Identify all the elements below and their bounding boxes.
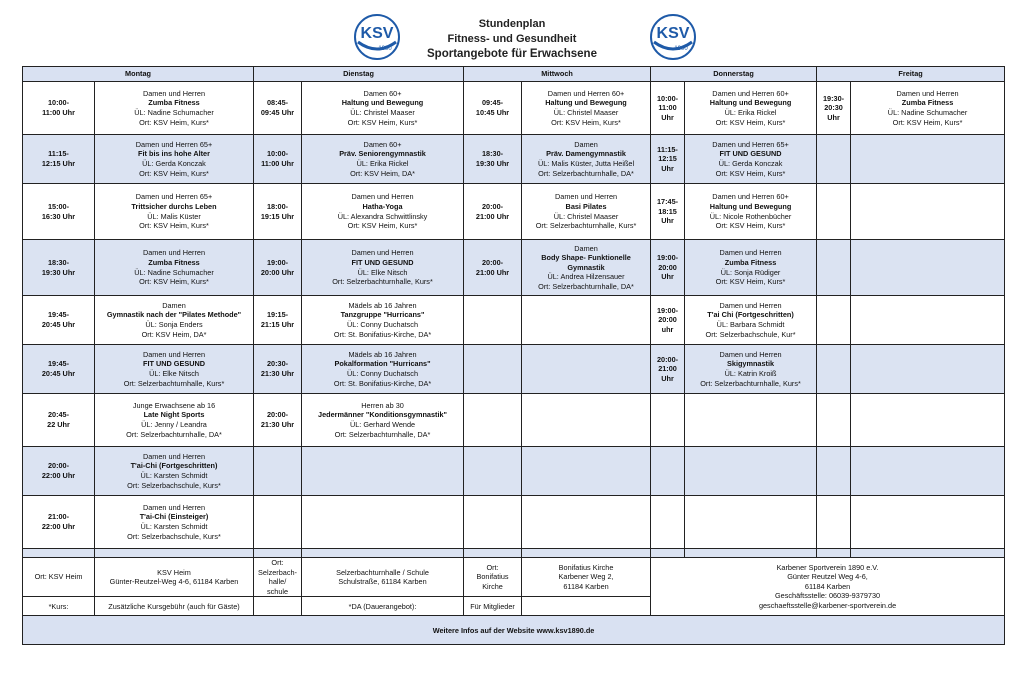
course-location: Ort: KSV Heim, Kurs*	[139, 168, 209, 178]
time-cell: 19:00- 20:00 uhr	[651, 296, 685, 345]
course-name: T'ai-Chi (Fortgeschritten)	[130, 461, 218, 471]
course-cell	[851, 296, 1005, 345]
svg-text:1890: 1890	[674, 46, 688, 52]
course-cell	[95, 296, 254, 345]
time-cell	[817, 184, 851, 240]
svg-text:KSV: KSV	[656, 25, 690, 42]
course-cell	[95, 447, 254, 496]
course-cell	[302, 394, 464, 447]
location-address-ksv: KSV Heim Günter-Reutzel-Weg 4-6, 61184 Karben	[95, 558, 254, 597]
course-location: Ort: Selzerbachturnhalle, DA*	[334, 429, 431, 439]
course-name: Fit bis ins hohe Alter	[138, 149, 210, 159]
legend-kurs-text: Zusätzliche Kursgebühr (auch für Gäste)	[95, 597, 254, 616]
time-cell	[464, 345, 522, 394]
time-cell	[651, 447, 685, 496]
schedule-row	[23, 135, 1005, 184]
course-trainer: ÜL: Karsten Schmidt	[140, 471, 208, 480]
time-cell: 20:45- 22 Uhr	[23, 394, 95, 447]
time-cell: 18:30- 19:30 Uhr	[23, 240, 95, 296]
time-cell: 19:00- 20:00 Uhr	[651, 240, 685, 296]
time-cell	[464, 394, 522, 447]
course-name: Jedermänner "Konditionsgymnastik"	[318, 410, 447, 420]
location-address-bonifatius: Bonifatius Kirche Karbener Weg 2, 61184 Karben	[522, 558, 651, 597]
course-cell	[685, 82, 817, 135]
time-cell	[464, 496, 522, 549]
time-cell: 20:00- 21:30 Uhr	[254, 394, 302, 447]
course-name: Präv. Seniorengymnastik	[339, 149, 426, 159]
course-group: Damen und Herren	[719, 300, 782, 310]
time-cell: 20:00- 21:00 Uhr	[464, 240, 522, 296]
course-group: Damen und Herren	[142, 88, 206, 98]
course-name: Haltung und Bewegung	[709, 201, 792, 211]
time-cell	[464, 296, 522, 345]
legend-da-text: *DA (Dauerangebot):	[302, 597, 464, 616]
schedule-row	[23, 496, 1005, 549]
course-location: Ort: Selzerbachturnhalle, DA*	[538, 168, 634, 178]
course-group: Damen und Herren	[719, 248, 782, 258]
time-cell: 20:00- 21:00 Uhr	[651, 345, 685, 394]
time-cell: 11:15- 12:15 Uhr	[23, 135, 95, 184]
course-cell	[851, 135, 1005, 184]
website-info: Weitere Infos auf der Website www.ksv1890.de	[23, 616, 1005, 645]
legend-empty	[254, 597, 302, 616]
time-cell	[254, 447, 302, 496]
time-cell	[817, 394, 851, 447]
club-contact: Karbener Sportverein 1890 e.V. Günter Reutzel Weg 4-6, 61184 Karben Geschäftsstelle: 06039-9379730 geschaeftsstelle@karbener-sportverein.de	[651, 558, 1005, 616]
course-cell	[685, 296, 817, 345]
course-cell	[851, 345, 1005, 394]
course-trainer: ÜL: Nicole Rothenbücher	[709, 211, 792, 221]
time-cell: 10:00- 11:00 Uhr	[254, 135, 302, 184]
course-group: Mädels ab 16 Jahren	[348, 300, 417, 310]
time-cell: 20:00- 21:00 Uhr	[464, 184, 522, 240]
time-cell	[651, 394, 685, 447]
course-cell	[302, 296, 464, 345]
legend-empty	[522, 597, 651, 616]
course-trainer: ÜL: Andrea Hilzensauer	[547, 272, 625, 282]
course-trainer: ÜL: Conny Duchatsch	[347, 369, 419, 378]
course-trainer: ÜL: Karsten Schmidt	[140, 522, 208, 531]
course-name: FIT UND GESUND	[142, 359, 206, 369]
course-cell	[522, 184, 651, 240]
course-cell	[685, 184, 817, 240]
time-cell: 10:00- 11:00 Uhr	[651, 82, 685, 135]
course-location: Ort: Selzerbachturnhalle, DA*	[126, 429, 222, 439]
course-cell	[851, 184, 1005, 240]
course-location: Ort: KSV Heim, Kurs*	[139, 117, 209, 127]
separator-cell	[302, 549, 464, 558]
course-name: T'ai Chi (Fortgeschritten)	[707, 310, 794, 320]
course-location: Ort: KSV Heim, Kurs*	[551, 117, 621, 127]
course-cell	[522, 496, 651, 549]
course-group: Herren ab 30	[361, 400, 404, 410]
course-name: Gymnastik nach der "Pilates Methode"	[106, 310, 242, 320]
course-location: Ort: KSV Heim, DA*	[141, 329, 207, 339]
course-trainer: ÜL: Elke Nitsch	[357, 267, 408, 277]
course-trainer: ÜL: Erika Rickel	[724, 108, 777, 117]
course-location: Ort: Selzerbachturnhalle, Kurs*	[123, 378, 225, 388]
course-group: Damen und Herren	[142, 349, 206, 359]
course-trainer: ÜL: Barbara Schmidt	[716, 320, 785, 329]
time-cell	[464, 447, 522, 496]
location-label-ksv: Ort: KSV Heim	[23, 558, 95, 597]
course-cell	[95, 496, 254, 549]
day-header-di: Dienstag	[254, 67, 464, 82]
time-cell: 09:45- 10:45 Uhr	[464, 82, 522, 135]
course-name: Zumba Fitness	[901, 98, 954, 108]
course-trainer: ÜL: Elke Nitsch	[149, 369, 199, 378]
course-location: Ort: KSV Heim, Kurs*	[139, 221, 209, 231]
course-location: Ort: Selzerbachschule, Kur*	[705, 329, 796, 339]
course-group: Damen und Herren	[142, 248, 206, 258]
course-cell	[685, 394, 817, 447]
time-cell: 19:45- 20:45 Uhr	[23, 296, 95, 345]
time-cell: 19:00- 20:00 Uhr	[254, 240, 302, 296]
course-name: Tanzgruppe "Hurricans"	[340, 310, 425, 320]
day-header-mi: Mittwoch	[464, 67, 651, 82]
schedule-row	[23, 82, 1005, 135]
course-trainer: ÜL: Erika Rickel	[356, 159, 409, 168]
course-cell	[302, 184, 464, 240]
course-cell	[302, 135, 464, 184]
course-group: Damen und Herren	[896, 88, 959, 98]
course-trainer: ÜL: Malis Küster	[147, 211, 201, 221]
schedule-table	[22, 66, 1005, 645]
course-location: Ort: KSV Heim, Kurs*	[347, 221, 418, 231]
time-cell	[817, 135, 851, 184]
title-fitness: Fitness- und Gesundheit	[447, 33, 577, 45]
course-group: Damen 60+	[363, 88, 402, 98]
legend-kurs-label: *Kurs:	[23, 597, 95, 616]
separator-cell	[685, 549, 817, 558]
course-location: Ort: Selzerbachturnhalle, Kurs*	[332, 277, 433, 287]
separator-cell	[254, 549, 302, 558]
course-name: Trittsicher durchs Leben	[131, 201, 217, 211]
course-location: Ort: KSV Heim, DA*	[350, 168, 415, 178]
schedule-row	[23, 184, 1005, 240]
course-trainer: ÜL: Katrin Kroiß	[724, 369, 777, 378]
title-stundenplan: Stundenplan	[478, 18, 546, 30]
time-cell: 19:45- 20:45 Uhr	[23, 345, 95, 394]
course-cell	[685, 240, 817, 296]
time-cell: 11:15- 12:15 Uhr	[651, 135, 685, 184]
time-cell: 10:00- 11:00 Uhr	[23, 82, 95, 135]
course-trainer: ÜL: Malis Küster, Jutta Heißel	[537, 159, 635, 168]
course-cell	[302, 82, 464, 135]
course-cell	[95, 240, 254, 296]
course-cell	[851, 82, 1005, 135]
location-address-selzerbach: Selzerbachturnhalle / Schule Schulstraße, 61184 Karben	[302, 558, 464, 597]
course-trainer: ÜL: Christel Maaser	[553, 108, 619, 117]
course-trainer: ÜL: Jenny / Leandra	[141, 420, 207, 429]
course-name: Late Night Sports	[143, 410, 205, 420]
course-group: Damen und Herren	[351, 192, 414, 202]
footer-locations-row	[23, 558, 1005, 597]
title-sportangebote: Sportangebote für Erwachsene	[427, 48, 597, 60]
course-cell	[685, 345, 817, 394]
course-location: Ort: KSV Heim, Kurs*	[139, 277, 209, 287]
time-cell	[817, 496, 851, 549]
course-name: Skigymnastik	[727, 359, 775, 369]
course-trainer: ÜL: Christel Maaser	[553, 211, 619, 221]
course-cell	[851, 447, 1005, 496]
course-location: Ort: KSV Heim, Kurs*	[715, 221, 786, 231]
course-cell	[522, 296, 651, 345]
course-cell	[522, 82, 651, 135]
course-name: Präv. Damengymnastik	[546, 149, 626, 159]
course-name: Zumba Fitness	[148, 257, 200, 267]
course-cell	[851, 394, 1005, 447]
time-cell: 19:30- 20:30 Uhr	[817, 82, 851, 135]
course-location: Ort: KSV Heim, Kurs*	[715, 117, 786, 127]
legend-mitglieder: Für Mitglieder	[464, 597, 522, 616]
separator-cell	[23, 549, 95, 558]
course-location: Ort: Selzerbachschule, Kurs*	[127, 480, 221, 490]
course-location: Ort: Selzerbachschule, Kurs*	[127, 531, 221, 541]
schedule-row	[23, 345, 1005, 394]
course-trainer: ÜL: Gerhard Wende	[349, 420, 416, 429]
time-cell	[817, 345, 851, 394]
location-label-selzerbach: Ort: Selzerbach- halle/ schule	[254, 558, 302, 597]
course-location: Ort: KSV Heim, Kurs*	[892, 117, 963, 127]
course-name: Hatha-Yoga	[362, 201, 403, 211]
course-name: Haltung und Bewegung	[341, 98, 424, 108]
time-cell: 20:30- 21:30 Uhr	[254, 345, 302, 394]
time-cell	[817, 447, 851, 496]
separator-cell	[522, 549, 651, 558]
schedule-row	[23, 394, 1005, 447]
svg-text:KSV: KSV	[360, 25, 394, 42]
course-cell	[851, 496, 1005, 549]
separator-row	[23, 549, 1005, 558]
course-group: Damen	[574, 243, 598, 253]
course-cell	[522, 345, 651, 394]
course-cell	[95, 82, 254, 135]
course-cell	[522, 240, 651, 296]
course-trainer: ÜL: Christel Maaser	[350, 108, 415, 117]
course-group: Damen und Herren	[555, 192, 618, 202]
course-location: Ort: KSV Heim, Kurs*	[715, 168, 786, 178]
time-cell: 20:00- 22:00 Uhr	[23, 447, 95, 496]
course-group: Damen und Herren 65+	[712, 139, 789, 149]
day-header-do: Donnerstag	[651, 67, 817, 82]
header	[0, 0, 1024, 66]
course-location: Ort: Selzerbachturnhalle, Kurs*	[535, 221, 637, 231]
course-location: Ort: St. Bonifatius-Kirche, DA*	[333, 378, 432, 388]
day-header-row	[23, 67, 1005, 82]
course-location: Ort: Selzerbachturnhalle, DA*	[538, 281, 634, 291]
course-cell	[685, 135, 817, 184]
time-cell: 18:00- 19:15 Uhr	[254, 184, 302, 240]
course-group: Damen und Herren	[351, 248, 414, 258]
day-header-mo: Montag	[23, 67, 254, 82]
separator-cell	[817, 549, 851, 558]
course-trainer: ÜL: Sonja Enders	[145, 320, 203, 329]
course-name: Haltung und Bewegung	[709, 98, 792, 108]
course-cell	[522, 447, 651, 496]
svg-text:1890: 1890	[378, 46, 392, 52]
course-trainer: ÜL: Nadine Schumacher	[134, 108, 214, 117]
course-trainer: ÜL: Nadine Schumacher	[887, 108, 968, 117]
course-cell	[302, 345, 464, 394]
course-trainer: ÜL: Gerda Konczak	[718, 159, 783, 168]
separator-cell	[95, 549, 254, 558]
course-group: Damen und Herren 60+	[712, 192, 789, 202]
course-name: Haltung und Bewegung	[545, 98, 627, 108]
schedule-row	[23, 240, 1005, 296]
course-group: Damen und Herren 60+	[547, 88, 625, 98]
course-cell	[522, 394, 651, 447]
course-cell	[302, 240, 464, 296]
time-cell	[254, 496, 302, 549]
time-cell: 19:15- 21:15 Uhr	[254, 296, 302, 345]
course-cell	[95, 135, 254, 184]
website-row	[23, 616, 1005, 645]
course-location: Ort: Selzerbachturnhalle, Kurs*	[700, 378, 801, 388]
separator-cell	[464, 549, 522, 558]
course-group: Damen und Herren	[719, 349, 782, 359]
course-group: Damen und Herren	[142, 451, 206, 461]
course-cell	[302, 496, 464, 549]
course-name: Pokalformation "Hurricans"	[334, 359, 431, 369]
time-cell	[651, 496, 685, 549]
course-cell	[95, 345, 254, 394]
course-cell	[302, 447, 464, 496]
time-cell: 08:45- 09:45 Uhr	[254, 82, 302, 135]
schedule-row	[23, 296, 1005, 345]
course-trainer: ÜL: Conny Duchatsch	[347, 320, 419, 329]
course-name: T'ai-Chi (Einsteiger)	[139, 512, 209, 522]
course-location: Ort: St. Bonifatius-Kirche, DA*	[333, 329, 432, 339]
course-name: Zumba Fitness	[148, 98, 200, 108]
course-group: Damen und Herren 65+	[135, 139, 213, 149]
separator-cell	[851, 549, 1005, 558]
course-name: Basi Pilates	[565, 201, 607, 211]
time-cell: 21:00- 22:00 Uhr	[23, 496, 95, 549]
course-name: Zumba Fitness	[724, 257, 777, 267]
course-cell	[851, 240, 1005, 296]
course-trainer: ÜL: Alexandra Schwittlinsky	[337, 211, 428, 221]
separator-cell	[651, 549, 685, 558]
time-cell: 17:45- 18:15 Uhr	[651, 184, 685, 240]
location-label-bonifatius: Ort: Bonifatius Kirche	[464, 558, 522, 597]
time-cell: 18:30- 19:30 Uhr	[464, 135, 522, 184]
course-group: Damen	[574, 139, 598, 149]
course-name: Body Shape- Funktionelle Gymnastik	[541, 253, 631, 272]
course-name: FIT UND GESUND	[351, 257, 414, 267]
course-group: Junge Erwachsene ab 16	[132, 400, 216, 410]
course-group: Damen 60+	[363, 139, 402, 149]
course-cell	[685, 496, 817, 549]
course-group: Mädels ab 16 Jahren	[348, 349, 417, 359]
course-group: Damen	[162, 300, 186, 310]
course-cell	[685, 447, 817, 496]
course-cell	[95, 394, 254, 447]
course-trainer: ÜL: Nadine Schumacher	[134, 267, 214, 277]
day-header-fr: Freitag	[817, 67, 1005, 82]
course-name: FIT UND GESUND	[719, 149, 782, 159]
course-location: Ort: KSV Heim, Kurs*	[715, 277, 786, 287]
course-trainer: ÜL: Gerda Konczak	[142, 159, 206, 168]
course-cell	[95, 184, 254, 240]
course-trainer: ÜL: Sonja Rüdiger	[720, 267, 781, 277]
course-group: Damen und Herren 65+	[135, 192, 213, 202]
time-cell: 15:00- 16:30 Uhr	[23, 184, 95, 240]
time-cell	[817, 240, 851, 296]
course-cell	[522, 135, 651, 184]
time-cell	[817, 296, 851, 345]
schedule-row	[23, 447, 1005, 496]
course-group: Damen und Herren 60+	[712, 88, 789, 98]
course-location: Ort: KSV Heim, Kurs*	[347, 117, 418, 127]
course-group: Damen und Herren	[142, 502, 206, 512]
